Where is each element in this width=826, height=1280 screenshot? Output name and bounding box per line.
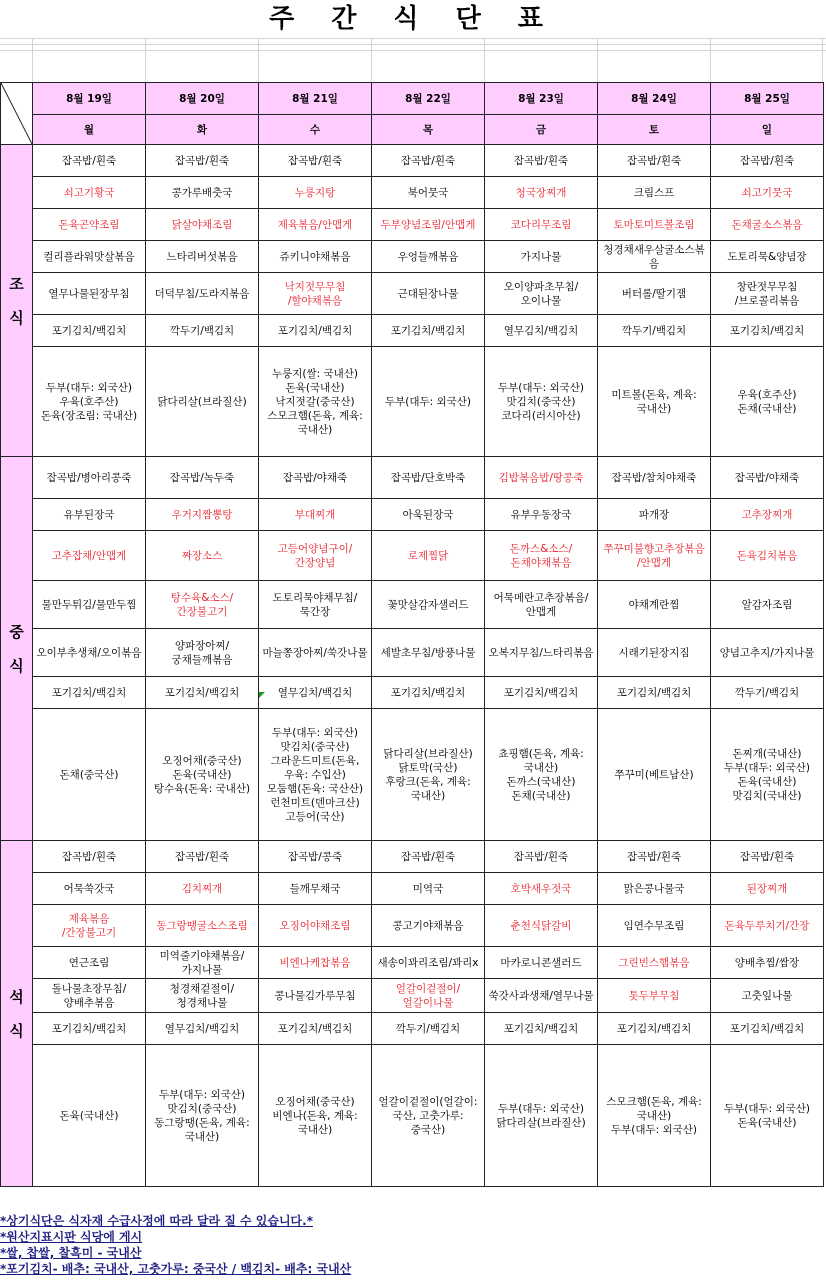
origin-info-cell: 두부(대두: 외국산) 돈육(국내산) <box>711 1045 824 1187</box>
menu-item-cell: 야채계란찜 <box>598 581 711 629</box>
origin-info-cell: 오징어채(중국산) 돈육(국내산) 탕수육(돈육: 국내산) <box>146 709 259 841</box>
menu-item-cell: 잡곡밥/흰죽 <box>33 145 146 177</box>
menu-item-cell: 미역국 <box>372 873 485 905</box>
meal-label <box>1 145 33 457</box>
footer-note: *상기식단은 식자재 수급사정에 따라 달라 질 수 있습니다.* <box>0 1214 313 1228</box>
menu-item-cell: 창란젓무무침 /브로콜리볶음 <box>711 273 824 315</box>
menu-item-cell: 어묵쑥갓국 <box>33 873 146 905</box>
menu-item-cell: 잡곡밥/흰죽 <box>146 145 259 177</box>
menu-item-cell: 꽃맛살감자샐러드 <box>372 581 485 629</box>
menu-item-cell: 마늘쫑장아찌/쑥갓나물 <box>259 629 372 677</box>
menu-item-cell: 돌나물초장무침/양배추볶음 <box>33 979 146 1013</box>
menu-item-cell: 누룽지탕 <box>259 177 372 209</box>
menu-item-cell: 톳두부무침 <box>598 979 711 1013</box>
weekday-header: 수 <box>259 115 372 145</box>
weekday-header: 금 <box>485 115 598 145</box>
menu-item-cell: 포기김치/백김치 <box>146 677 259 709</box>
diagonal-line-icon <box>1 83 32 144</box>
menu-item-cell: 잡곡밥/흰죽 <box>372 841 485 873</box>
menu-row <box>1 315 824 347</box>
menu-item-cell: 포기김치/백김치 <box>598 1013 711 1045</box>
menu-item-cell: 청국장찌개 <box>485 177 598 209</box>
origin-info-cell: 쵸핑햄(돈육, 계육: 국내산) 돈까스(국내산) 돈채(국내산) <box>485 709 598 841</box>
date-header: 8월 20일 <box>146 83 259 115</box>
menu-item-cell: 제육볶음/안맵게 <box>259 209 372 241</box>
menu-item-cell: 쇠고기황국 <box>33 177 146 209</box>
menu-row <box>1 581 824 629</box>
meal-label-char: 조 <box>9 274 24 293</box>
origin-info-cell: 돈찌개(국내산) 두부(대두: 외국산) 돈육(국내산) 맛김치(국내산) <box>711 709 824 841</box>
menu-row <box>1 979 824 1013</box>
menu-item-cell: 열무김치/백김치 <box>485 315 598 347</box>
menu-item-cell: 잡곡밥/야채죽 <box>711 457 824 499</box>
menu-item-cell: 고등어양념구이/간장양념 <box>259 531 372 581</box>
menu-item-cell: 포기김치/백김치 <box>485 1013 598 1045</box>
meal-label-char: 중 <box>9 622 24 641</box>
menu-row <box>1 499 824 531</box>
origin-info-cell: 닭다리살(브라질산) 닭토막(국산) 후랑크(돈육, 계육: 국내산) <box>372 709 485 841</box>
menu-item-cell: 쇠고기뭇국 <box>711 177 824 209</box>
menu-item-cell: 도토리묵&양념장 <box>711 241 824 273</box>
weekday-header: 화 <box>146 115 259 145</box>
menu-item-cell: 버터롤/딸기잼 <box>598 273 711 315</box>
menu-item-cell: 포기김치/백김치 <box>259 1013 372 1045</box>
menu-row <box>1 177 824 209</box>
menu-item-cell: 김치찌개 <box>146 873 259 905</box>
footer-note: *쌀, 찹쌀, 찰흑미 - 국내산 <box>0 1246 142 1260</box>
menu-item-cell: 오이부추생채/오이볶음 <box>33 629 146 677</box>
menu-item-cell: 포기김치/백김치 <box>372 677 485 709</box>
origin-info-cell: 두부(대두: 외국산) 닭다리살(브라질산) <box>485 1045 598 1187</box>
menu-item-cell: 로제찜닭 <box>372 531 485 581</box>
menu-item-cell: 임연수무조림 <box>598 905 711 947</box>
menu-item-cell: 콩나물김가루무침 <box>259 979 372 1013</box>
menu-item-cell: 얼갈이겉절이/얼갈이나물 <box>372 979 485 1013</box>
menu-item-cell: 어묵메란고추장볶음/안맵게 <box>485 581 598 629</box>
menu-item-cell: 양념고추지/가지나물 <box>711 629 824 677</box>
menu-item-cell: 잡곡밥/흰죽 <box>711 841 824 873</box>
menu-item-cell: 쭈꾸미불향고추장볶음 /안맵게 <box>598 531 711 581</box>
menu-item-cell: 고춧잎나물 <box>711 979 824 1013</box>
menu-row <box>1 241 824 273</box>
menu-item-cell: 오징어야채조림 <box>259 905 372 947</box>
menu-row <box>1 629 824 677</box>
menu-item-cell: 부대찌개 <box>259 499 372 531</box>
menu-row <box>1 1045 824 1187</box>
menu-item-cell: 깍두기/백김치 <box>146 315 259 347</box>
menu-item-cell: 돈육곤약조림 <box>33 209 146 241</box>
menu-item-cell: 잡곡밥/단호박죽 <box>372 457 485 499</box>
weekday-header: 일 <box>711 115 824 145</box>
origin-info-cell: 두부(대두: 외국산) 우육(호주산) 돈육(장조림: 국내산) <box>33 347 146 457</box>
menu-row <box>1 873 824 905</box>
menu-item-cell: 우엉들깨볶음 <box>372 241 485 273</box>
date-header: 8월 22일 <box>372 83 485 115</box>
weekday-header: 목 <box>372 115 485 145</box>
menu-item-cell: 잡곡밥/참치야채죽 <box>598 457 711 499</box>
menu-item-cell: 잡곡밥/흰죽 <box>598 145 711 177</box>
menu-row <box>1 905 824 947</box>
spreadsheet-gridlines <box>0 38 826 82</box>
menu-item-cell: 양파장아찌/궁채들깨볶음 <box>146 629 259 677</box>
menu-item-cell: 춘천식닭갈비 <box>485 905 598 947</box>
menu-item-cell: 제육볶음 /간장불고기 <box>33 905 146 947</box>
menu-item-cell: 깍두기/백김치 <box>372 1013 485 1045</box>
page-title: 주 간 식 단 표 <box>269 4 557 34</box>
menu-item-cell: 탕수육&소스/간장불고기 <box>146 581 259 629</box>
menu-item-cell: 양배추찜/쌈장 <box>711 947 824 979</box>
menu-item-cell: 포기김치/백김치 <box>259 315 372 347</box>
origin-info-cell: 누룽지(쌀: 국내산) 돈육(국내산) 낙지젓갈(중국산) 스모크햄(돈육, 계육: 국내산) <box>259 347 372 457</box>
menu-item-cell: 비엔나케찹볶음 <box>259 947 372 979</box>
meal-label-char: 식 <box>9 308 24 327</box>
origin-info-cell: 미트볼(돈육, 계육: 국내산) <box>598 347 711 457</box>
menu-item-cell: 가지나물 <box>485 241 598 273</box>
menu-item-cell: 유부우동장국 <box>485 499 598 531</box>
footer-notes <box>0 1213 826 1277</box>
menu-item-cell: 청경채새우살굴소스볶음 <box>598 241 711 273</box>
menu-item-cell: 잡곡밥/야채죽 <box>259 457 372 499</box>
footer-note: *포기김치- 배추: 국내산, 고춧가루: 중국산 / 백김치- 배추: 국내산 <box>0 1262 352 1276</box>
menu-item-cell: 물만두튀김/물만두찜 <box>33 581 146 629</box>
origin-info-cell: 스모크햄(돈육, 계육: 국내산) 두부(대두: 외국산) <box>598 1045 711 1187</box>
origin-info-cell: 두부(대두: 외국산) <box>372 347 485 457</box>
menu-item-cell: 동그랑땡굴소스조림 <box>146 905 259 947</box>
menu-item-cell: 깍두기/백김치 <box>711 677 824 709</box>
menu-item-cell: 포기김치/백김치 <box>711 315 824 347</box>
menu-item-cell: 도토리묵야채무침/묵간장 <box>259 581 372 629</box>
menu-item-cell: 새송이꽈리조림/꽈리x <box>372 947 485 979</box>
menu-item-cell: 포기김치/백김치 <box>372 315 485 347</box>
weekday-header: 월 <box>33 115 146 145</box>
weekly-menu-table <box>0 82 824 1187</box>
menu-item-cell: 시래기된장지짐 <box>598 629 711 677</box>
menu-item-cell: 낙지젓무무침 /할야채볶음 <box>259 273 372 315</box>
origin-info-cell: 닭다리살(브라질산) <box>146 347 259 457</box>
menu-item-cell: 포기김치/백김치 <box>485 677 598 709</box>
weekday-header: 토 <box>598 115 711 145</box>
menu-item-cell: 포기김치/백김치 <box>711 1013 824 1045</box>
menu-item-cell: 짜장소스 <box>146 531 259 581</box>
origin-info-cell: 우육(호주산) 돈채(국내산) <box>711 347 824 457</box>
menu-item-cell: 열무나물된장무침 <box>33 273 146 315</box>
menu-item-cell: 깍두기/백김치 <box>598 315 711 347</box>
menu-item-cell: 콩가루배춧국 <box>146 177 259 209</box>
menu-row <box>1 347 824 457</box>
menu-row <box>1 709 824 841</box>
menu-item-cell: 느타리버섯볶음 <box>146 241 259 273</box>
menu-item-cell: 포기김치/백김치 <box>33 1013 146 1045</box>
menu-item-cell: 잡곡밥/흰죽 <box>711 145 824 177</box>
meal-label-char: 석 <box>9 987 24 1006</box>
menu-row <box>1 457 824 499</box>
menu-item-cell: 호박새우젓국 <box>485 873 598 905</box>
menu-item-cell: 잡곡밥/흰죽 <box>485 841 598 873</box>
menu-item-cell: 유부된장국 <box>33 499 146 531</box>
menu-item-cell: 쑥갓사과생채/열무나물 <box>485 979 598 1013</box>
origin-info-cell: 돈육(국내산) <box>33 1045 146 1187</box>
menu-item-cell: 열무김치/백김치 <box>146 1013 259 1045</box>
menu-item-cell: 맑은콩나물국 <box>598 873 711 905</box>
origin-info-cell: 두부(대두: 외국산) 맛김치(중국산) 동그랑땡(돈육, 계육: 국내산) <box>146 1045 259 1187</box>
menu-item-cell: 잡곡밥/흰죽 <box>259 145 372 177</box>
menu-item-cell: 파개장 <box>598 499 711 531</box>
menu-row <box>1 841 824 873</box>
menu-item-cell: 토마토미트볼조림 <box>598 209 711 241</box>
menu-item-cell: 아욱된장국 <box>372 499 485 531</box>
footer-note: *원산지표시판 식당에 게시 <box>0 1230 143 1244</box>
menu-item-cell: 열무김치/백김치 <box>259 677 372 709</box>
menu-item-cell: 오복지무침/느타리볶음 <box>485 629 598 677</box>
menu-item-cell: 근대된장나물 <box>372 273 485 315</box>
menu-item-cell: 잡곡밥/흰죽 <box>485 145 598 177</box>
origin-info-cell: 돈채(중국산) <box>33 709 146 841</box>
date-header: 8월 24일 <box>598 83 711 115</box>
meal-label <box>1 457 33 841</box>
menu-row <box>1 209 824 241</box>
origin-info-cell: 두부(대두: 외국산) 맛김치(중국산) 코다리(러시아산) <box>485 347 598 457</box>
menu-row <box>1 677 824 709</box>
origin-info-cell: 얼갈이겉절이(얼갈이: 국산, 고춧가루: 중국산) <box>372 1045 485 1187</box>
menu-item-cell: 잡곡밥/병아리콩죽 <box>33 457 146 499</box>
menu-item-cell: 고추장찌개 <box>711 499 824 531</box>
menu-item-cell: 잡곡밥/콩죽 <box>259 841 372 873</box>
menu-row <box>1 1013 824 1045</box>
menu-item-cell: 코다리무조림 <box>485 209 598 241</box>
date-header: 8월 23일 <box>485 83 598 115</box>
meal-label-char: 식 <box>9 656 24 675</box>
meal-label <box>1 841 33 1187</box>
menu-item-cell: 마카로니콘샐러드 <box>485 947 598 979</box>
origin-info-cell: 쭈꾸미(베트남산) <box>598 709 711 841</box>
menu-item-cell: 돈까스&소스/돈채야채볶음 <box>485 531 598 581</box>
menu-item-cell: 두부양념조림/안맵게 <box>372 209 485 241</box>
meal-label-char: 식 <box>9 1021 24 1040</box>
menu-item-cell: 잡곡밥/흰죽 <box>146 841 259 873</box>
menu-item-cell: 오이양파초무침/오이나물 <box>485 273 598 315</box>
menu-item-cell: 된장찌개 <box>711 873 824 905</box>
origin-info-cell: 오징어채(중국산) 비엔나(돈육, 계육: 국내산) <box>259 1045 372 1187</box>
menu-row <box>1 531 824 581</box>
menu-item-cell: 우거지짬뽕탕 <box>146 499 259 531</box>
date-header: 8월 25일 <box>711 83 824 115</box>
menu-row <box>1 145 824 177</box>
menu-item-cell: 북어뭇국 <box>372 177 485 209</box>
menu-item-cell: 잡곡밥/흰죽 <box>372 145 485 177</box>
menu-item-cell: 포기김치/백김치 <box>598 677 711 709</box>
menu-item-cell: 잡곡밥/흰죽 <box>598 841 711 873</box>
date-header: 8월 21일 <box>259 83 372 115</box>
menu-item-cell: 그린빈스햄볶음 <box>598 947 711 979</box>
menu-item-cell: 고추잡채/안맵게 <box>33 531 146 581</box>
menu-row <box>1 947 824 979</box>
header-corner <box>1 83 33 145</box>
origin-info-cell: 두부(대두: 외국산) 맛김치(중국산) 그라운드미트(돈육, 우육: 수입산) 모둠햄(돈육: 국산산) 런천미트(덴마크산) 고등어(국산) <box>259 709 372 841</box>
menu-item-cell: 컬리플라워맛살볶음 <box>33 241 146 273</box>
menu-item-cell: 돈육두루치기/간장 <box>711 905 824 947</box>
menu-item-cell: 세발초무침/방풍나물 <box>372 629 485 677</box>
menu-item-cell: 알감자조림 <box>711 581 824 629</box>
menu-item-cell: 잡곡밥/흰죽 <box>33 841 146 873</box>
menu-item-cell: 포기김치/백김치 <box>33 315 146 347</box>
menu-item-cell: 돈채굴소스볶음 <box>711 209 824 241</box>
menu-item-cell: 청경채겉절이/청경채나물 <box>146 979 259 1013</box>
menu-item-cell: 콩고기야채볶음 <box>372 905 485 947</box>
menu-item-cell: 들깨무채국 <box>259 873 372 905</box>
menu-item-cell: 더덕무침/도라지볶음 <box>146 273 259 315</box>
menu-row <box>1 273 824 315</box>
comment-marker <box>259 692 265 698</box>
menu-item-cell: 김밥볶음밥/땅콩죽 <box>485 457 598 499</box>
menu-item-cell: 돈육김치볶음 <box>711 531 824 581</box>
menu-item-cell: 미역줄기야채볶음/가지나물 <box>146 947 259 979</box>
menu-item-cell: 잡곡밥/녹두죽 <box>146 457 259 499</box>
date-header: 8월 19일 <box>33 83 146 115</box>
menu-item-cell: 쥬키니야채볶음 <box>259 241 372 273</box>
menu-item-cell: 포기김치/백김치 <box>33 677 146 709</box>
menu-item-cell: 닭살야채조림 <box>146 209 259 241</box>
menu-item-cell: 연근조림 <box>33 947 146 979</box>
menu-item-cell: 크림스프 <box>598 177 711 209</box>
